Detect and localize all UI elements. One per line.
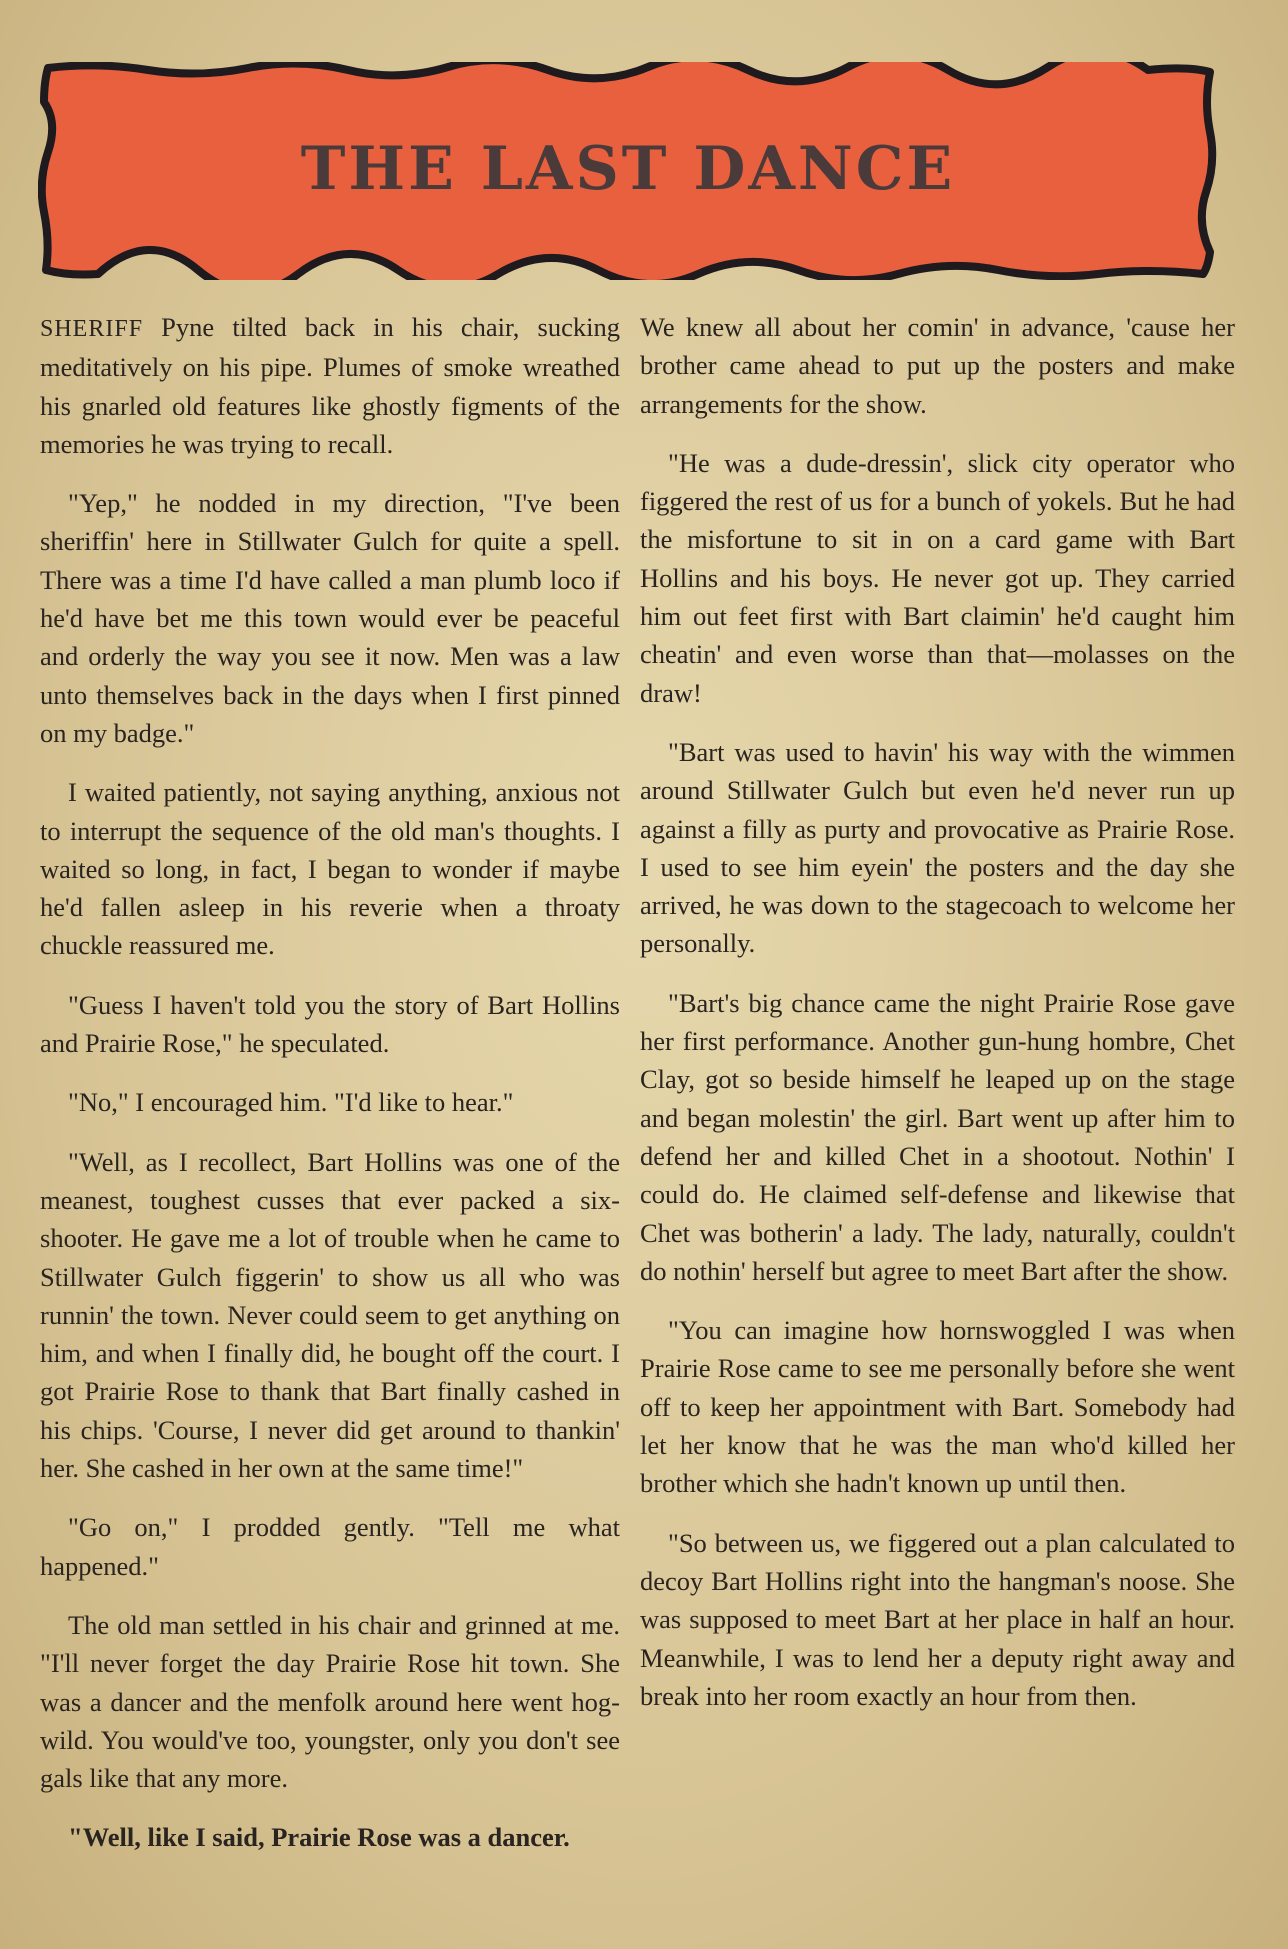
left-column <box>40 308 620 1878</box>
right-column <box>640 308 1235 1736</box>
paragraph: "He was a dude-dressin', slick city operator who figgered the rest of us for a bunch of yokels. But he had the misfortune to sit in on a card game with Bart Hollins and his boys. He never got up. They carried him out feet first with Bart claimin' he'd caught him cheatin' and even worse than that—molasses on the draw! <box>640 447 1235 708</box>
paragraph: "Well, like I said, Prairie Rose was a dancer. <box>68 1822 570 1853</box>
paragraph: "No," I encouraged him. "I'd like to hear." <box>68 1087 514 1118</box>
paragraph: SHERIFF Pyne tilted back in his chair, sucking meditatively on his pipe. Plumes of smoke wreathed his gnarled old features like ghostly figments of the memories he was trying to recall. <box>40 312 620 459</box>
paragraph: "Well, as I recollect, Bart Hollins was one of the meanest, toughest cusses that ever packed a six-shooter. He gave me a lot of trouble when he came to Stillwater Gulch figgerin' to show us all who was runnin' the town. Never could seem to get anything on him, and when I finally did, he bought off the court. I got Prairie Rose to thank that Bart finally cashed in his chips. 'Course, I never did get around to thankin' her. She cashed in her own at the same time!" <box>40 1146 620 1484</box>
paragraph: "Guess I haven't told you the story of Bart Hollins and Prairie Rose," he speculated. <box>40 989 620 1059</box>
paragraph: "Yep," he nodded in my direction, "I've been sheriffin' here in Stillwater Gulch for quite a spell. There was a time I'd have called a man plumb loco if he'd have bet me this town would ever be peaceful and orderly the way you see it now. Men was a law unto themselves back in the days when I first pinned on my badge." <box>40 488 620 748</box>
paragraph: The old man settled in his chair and grinned at me. "I'll never forget the day Prairie Rose hit town. She was a dancer and the menfolk around here went hog-wild. You would've too, youngster, only you don't see gals like that any more. <box>40 1609 620 1794</box>
paragraph: "You can imagine how hornswoggled I was when Prairie Rose came to see me personally before she went off to keep her appointment with Bart. Somebody had let her know that he was the man who'd killed her brother which she hadn't known up until then. <box>640 1315 1235 1499</box>
paragraph: "Go on," I prodded gently. "Tell me what happened." <box>40 1512 620 1581</box>
paragraph: "Bart's big chance came the night Prairie Rose gave her first performance. Another gun-hung hombre, Chet Clay, got so beside himself he leaped up on the stage and began molestin' the girl. Bart went up after him to defend her and killed Chet in a shootout. Nothin' I could do. He claimed self-defense and likewise that Chet was botherin' a lady. The lady, naturally, couldn't do nothin' herself but agree to meet Bart after the show. <box>640 987 1235 1286</box>
paragraph: We knew all about her comin' in advance, 'cause her brother came ahead to put up the posters and make arrangements for the show. <box>640 312 1235 419</box>
paragraph: "Bart was used to havin' his way with the wimmen around Stillwater Gulch but even he'd never run up against a filly as purty and provocative as Prairie Rose. I used to see him eyein' the posters and the day she arrived, he was down to the stagecoach to welcome her personally. <box>640 736 1235 959</box>
title-banner <box>38 62 1218 280</box>
paragraph: "So between us, we figgered out a plan calculated to decoy Bart Hollins right into the hangman's noose. She was supposed to meet Bart at her place in half an hour. Meanwhile, I was to lend her a deputy right away and break into her room exactly an hour from then. <box>640 1527 1235 1711</box>
story-title: THE LAST DANCE <box>300 134 956 204</box>
paragraph: I waited patiently, not saying anything, anxious not to interrupt the sequence of the old man's thoughts. I waited so long, in fact, I began to wonder if maybe he'd fallen asleep in his reverie when a throaty chuckle reassured me. <box>40 777 620 961</box>
drop-lead: SHERIFF <box>40 316 144 342</box>
